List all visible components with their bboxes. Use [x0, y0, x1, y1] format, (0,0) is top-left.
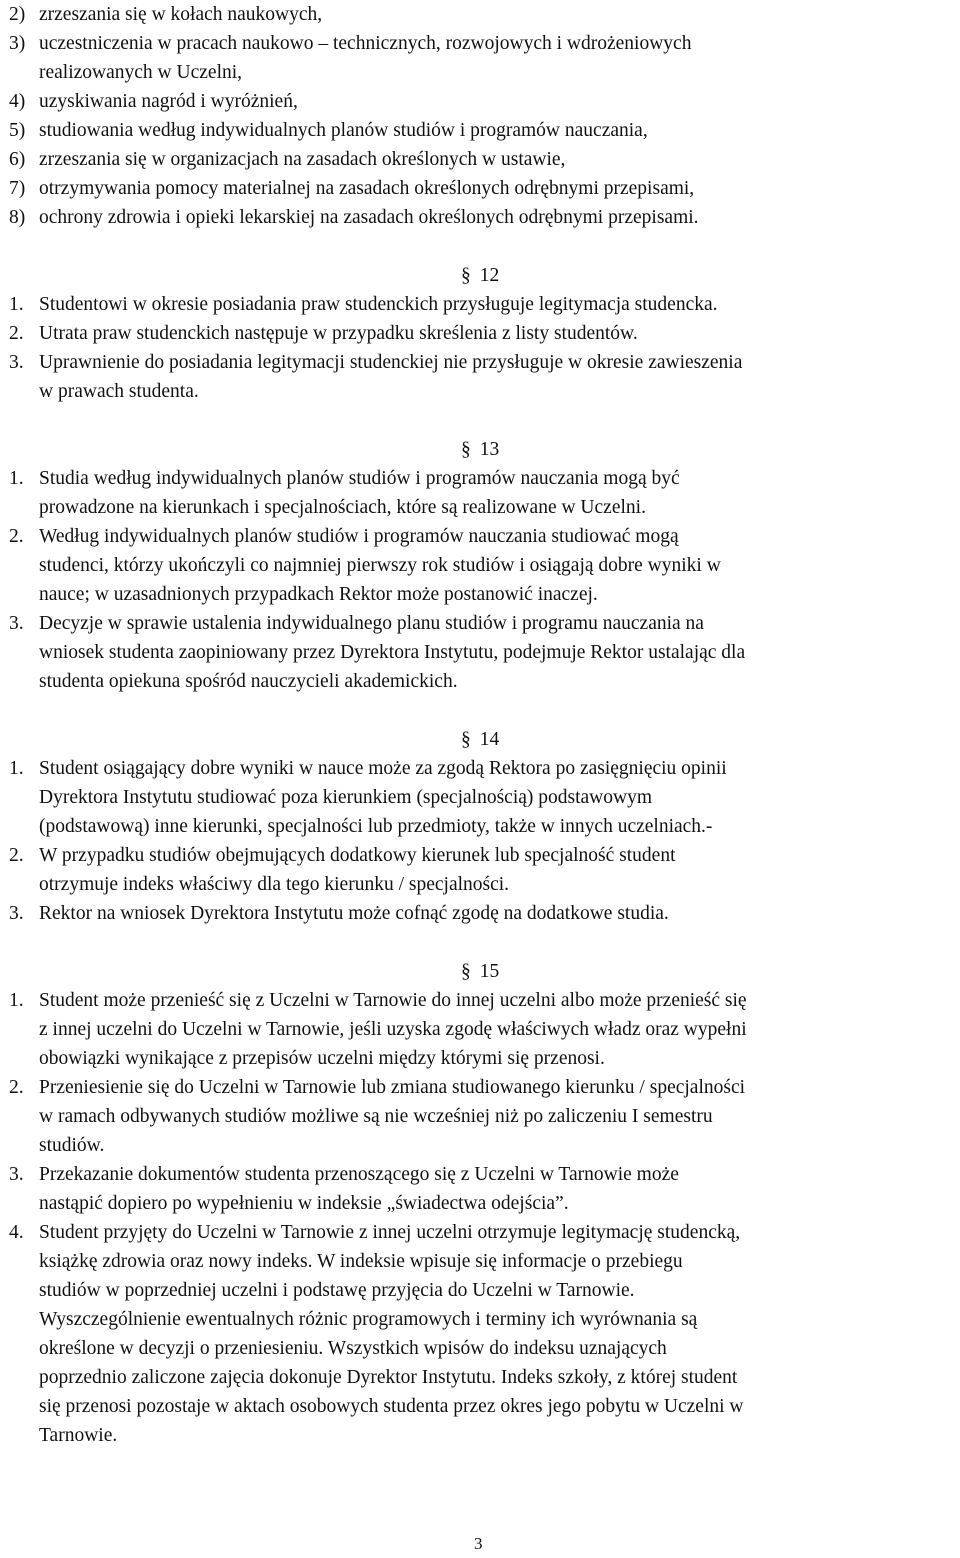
item-number: 1.	[9, 294, 24, 315]
list-item-continuation: nauce; w uzasadnionych przypadkach Rektor może postanowić inaczej.	[39, 584, 598, 605]
item-text: uczestniczenia w pracach naukowo – technicznych, rozwojowych i wdrożeniowych	[39, 33, 692, 54]
item-number: 2.	[9, 323, 24, 344]
list-item	[9, 899, 669, 928]
list-item	[9, 1073, 745, 1102]
item-number: 3.	[9, 613, 24, 634]
list-item	[9, 754, 727, 783]
item-text: Przekazanie dokumentów studenta przenoszącego się z Uczelni w Tarnowie może	[39, 1164, 679, 1185]
item-text: Utrata praw studenckich następuje w przypadku skreślenia z listy studentów.	[39, 323, 638, 344]
list-item-continuation: poprzednio zaliczone zajęcia dokonuje Dyrektor Instytutu. Indeks szkoły, z której student	[39, 1367, 738, 1388]
item-text: studiowania według indywidualnych planów studiów i programów nauczania,	[39, 120, 648, 141]
item-number: 3.	[9, 352, 24, 373]
item-text: Student osiągający dobre wyniki w nauce może za zgodą Rektora po zasięgnięciu opinii	[39, 758, 727, 779]
item-text: Decyzje w sprawie ustalenia indywidualnego planu studiów i programu nauczania na	[39, 613, 704, 634]
section-heading-12	[461, 261, 499, 290]
list-item-continuation: studenci, którzy ukończyli co najmniej pierwszy rok studiów i osiągają dobre wyniki w	[39, 555, 721, 576]
list-item-continuation: realizowanych w Uczelni,	[39, 62, 243, 83]
list-item-continuation: obowiązki wynikające z przepisów uczelni między którymi się przenosi.	[39, 1048, 605, 1069]
item-number: 4.	[9, 1222, 24, 1243]
item-number: 5)	[9, 120, 26, 141]
list-item-continuation: wniosek studenta zaopiniowany przez Dyrektora Instytutu, podejmuje Rektor ustalając dla	[39, 642, 746, 663]
list-item	[9, 0, 322, 29]
item-text: Uprawnienie do posiadania legitymacji studenckiej nie przysługuje w okresie zawieszenia	[39, 352, 743, 373]
list-item-continuation: w ramach odbywanych studiów możliwe są nie wcześniej niż po zaliczeniu I semestru	[39, 1106, 713, 1127]
item-text: zrzeszania się w organizacjach na zasadach określonych w ustawie,	[39, 149, 566, 170]
item-number: 1.	[9, 758, 24, 779]
item-number: 2.	[9, 1077, 24, 1098]
list-item	[9, 1218, 740, 1247]
item-text: otrzymywania pomocy materialnej na zasadach określonych odrębnymi przepisami,	[39, 178, 695, 199]
item-number: 1.	[9, 468, 24, 489]
section-symbol: §	[461, 961, 471, 982]
item-number: 3.	[9, 1164, 24, 1185]
item-number: 3.	[9, 903, 24, 924]
list-item-continuation: nastąpić dopiero po wypełnieniu w indeksie „świadectwa odejścia”.	[39, 1193, 569, 1214]
section-heading-15	[461, 957, 499, 986]
page-number: 3	[474, 1534, 483, 1553]
list-item	[9, 203, 699, 232]
section-symbol: §	[461, 265, 471, 286]
list-item-continuation: w prawach studenta.	[39, 381, 199, 402]
list-item-continuation: określone w decyzji o przeniesieniu. Wszystkich wpisów do indeksu uznających	[39, 1338, 667, 1359]
list-item	[9, 87, 298, 116]
section-symbol: §	[461, 439, 471, 460]
section-heading-13	[461, 435, 499, 464]
section-number: 14	[479, 729, 500, 750]
list-item	[9, 522, 679, 551]
item-number: 3)	[9, 33, 26, 54]
section-heading-14	[461, 725, 499, 754]
item-text: Studentowi w okresie posiadania praw studenckich przysługuje legitymacja studencka.	[39, 294, 718, 315]
list-item-continuation: otrzymuje indeks właściwy dla tego kierunku / specjalności.	[39, 874, 510, 895]
item-text: Student przyjęty do Uczelni w Tarnowie z innej uczelni otrzymuje legitymację studencką,	[39, 1222, 741, 1243]
item-text: uzyskiwania nagród i wyróżnień,	[39, 91, 298, 112]
item-text: Przeniesienie się do Uczelni w Tarnowie lub zmiana studiowanego kierunku / specjalności	[39, 1077, 746, 1098]
list-item-continuation: się przenosi pozostaje w aktach osobowych studenta przez okres jego pobytu w Uczelni w	[39, 1396, 744, 1417]
list-item-continuation: studiów w poprzedniej uczelni i podstawę przyjęcia do Uczelni w Tarnowie.	[39, 1280, 635, 1301]
list-item	[9, 348, 742, 377]
item-number: 7)	[9, 178, 26, 199]
item-text: W przypadku studiów obejmujących dodatkowy kierunek lub specjalność student	[39, 845, 676, 866]
list-item	[9, 29, 691, 58]
list-item-continuation: Dyrektora Instytutu studiować poza kierunkiem (specjalnością) podstawowym	[39, 787, 653, 808]
list-item	[9, 986, 747, 1015]
section-number: 13	[479, 439, 500, 460]
item-text: ochrony zdrowia i opieki lekarskiej na zasadach określonych odrębnymi przepisami.	[39, 207, 699, 228]
item-text: Rektor na wniosek Dyrektora Instytutu może cofnąć zgodę na dodatkowe studia.	[39, 903, 669, 924]
list-item	[9, 609, 704, 638]
item-number: 2)	[9, 4, 26, 25]
list-item-continuation: książkę zdrowia oraz nowy indeks. W indeksie wpisuje się informacje o przebiegu	[39, 1251, 683, 1272]
item-number: 4)	[9, 91, 26, 112]
item-number: 8)	[9, 207, 26, 228]
list-item	[9, 290, 718, 319]
list-item	[9, 145, 565, 174]
list-item-continuation: (podstawową) inne kierunki, specjalności lub przedmioty, także w innych uczelniach.-	[39, 816, 713, 837]
list-item	[9, 1160, 679, 1189]
item-text: Według indywidualnych planów studiów i programów nauczania studiować mogą	[39, 526, 679, 547]
item-text: zrzeszania się w kołach naukowych,	[39, 4, 323, 25]
section-number: 12	[479, 265, 500, 286]
list-item-continuation: z innej uczelni do Uczelni w Tarnowie, jeśli uzyska zgodę właściwych władz oraz wypełni	[39, 1019, 747, 1040]
list-item	[9, 464, 680, 493]
list-item-continuation: Wyszczególnienie ewentualnych różnic programowych i terminy ich wyrównania są	[39, 1309, 698, 1330]
list-item-continuation: studiów.	[39, 1135, 105, 1156]
section-number: 15	[479, 961, 500, 982]
list-item-continuation: prowadzone na kierunkach i specjalnościach, które są realizowane w Uczelni.	[39, 497, 646, 518]
item-number: 6)	[9, 149, 26, 170]
list-item-continuation: Tarnowie.	[39, 1425, 118, 1446]
list-item	[9, 841, 676, 870]
item-number: 1.	[9, 990, 24, 1011]
list-item	[9, 116, 648, 145]
list-item	[9, 319, 638, 348]
item-text: Studia według indywidualnych planów studiów i programów nauczania mogą być	[39, 468, 680, 489]
section-symbol: §	[461, 729, 471, 750]
list-item	[9, 174, 694, 203]
list-item-continuation: studenta opiekuna spośród nauczycieli akademickich.	[39, 671, 458, 692]
item-text: Student może przenieść się z Uczelni w Tarnowie do innej uczelni albo może przenieść się	[39, 990, 747, 1011]
item-number: 2.	[9, 526, 24, 547]
item-number: 2.	[9, 845, 24, 866]
